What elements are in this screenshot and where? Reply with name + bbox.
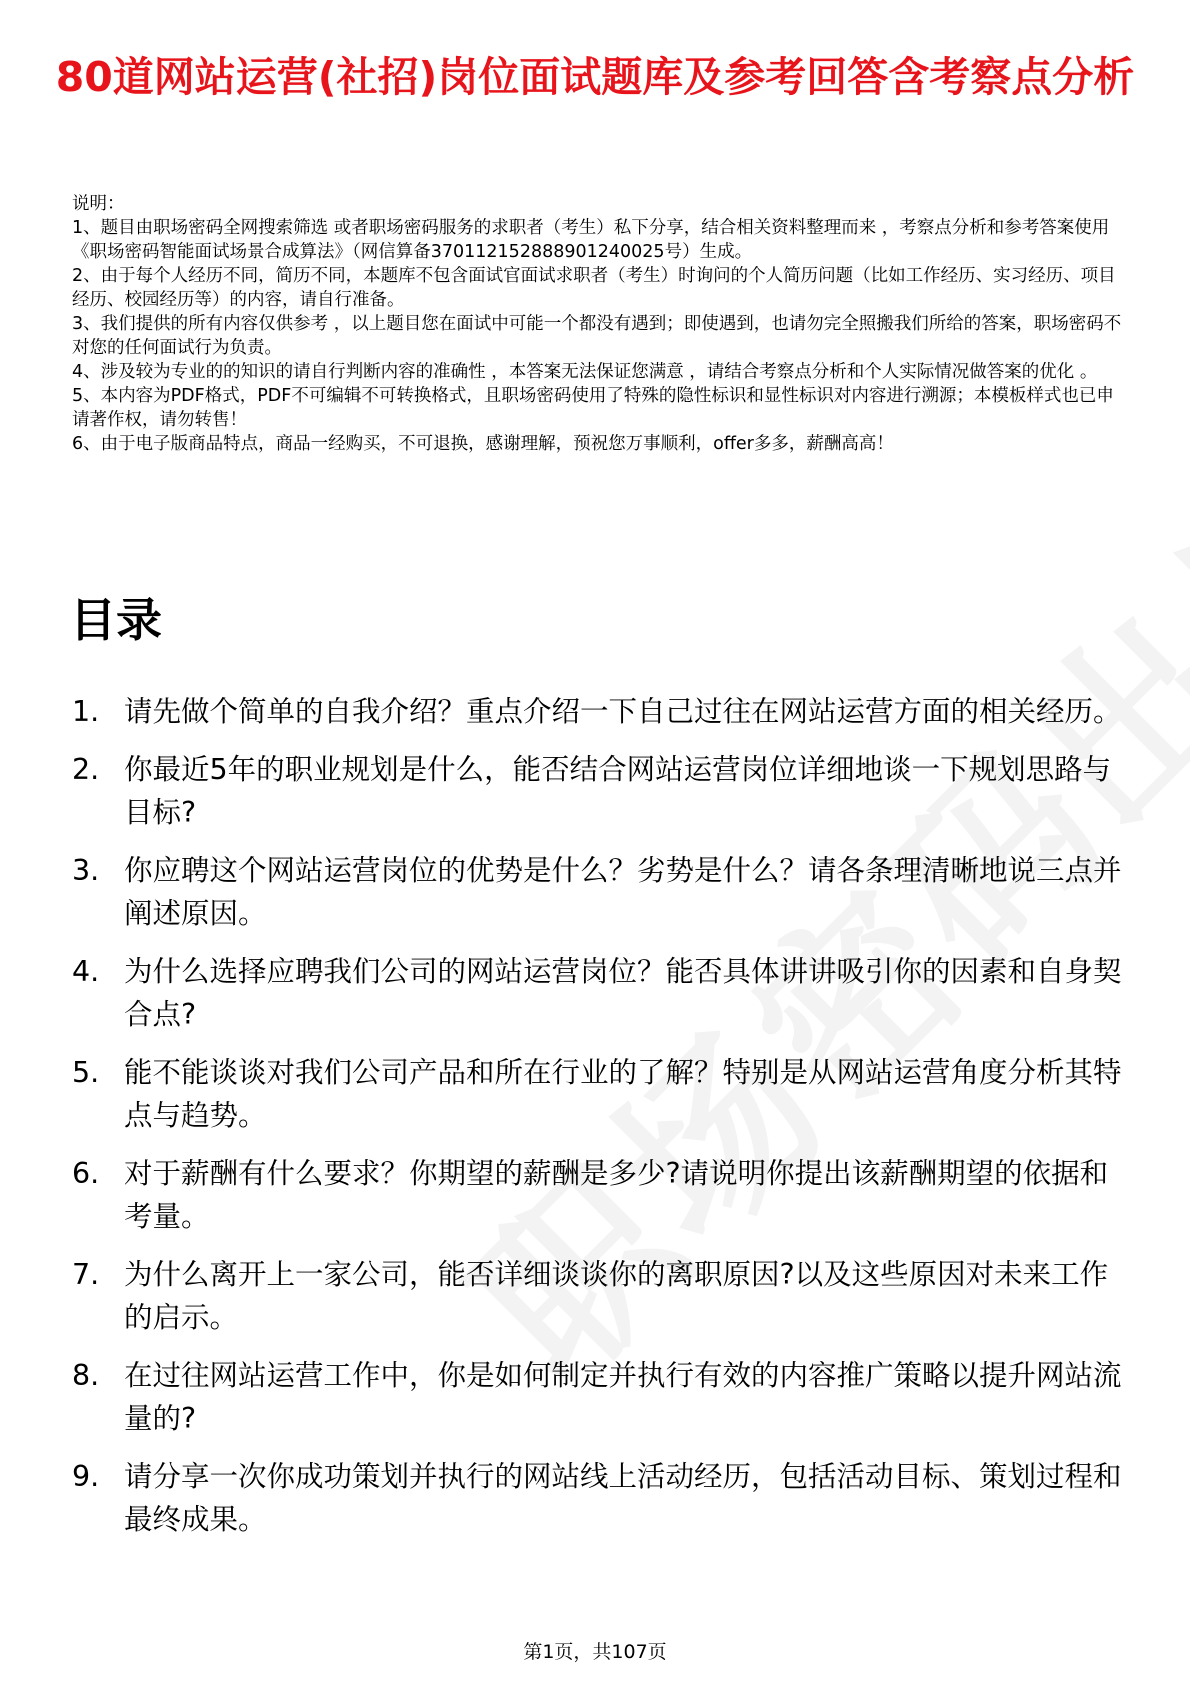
notes-heading: 说明： (72, 194, 125, 214)
question-number: 6. (72, 1157, 100, 1190)
note-item: 3、我们提供的所有内容仅供参考 ，以上题目您在面试中可能一个都没有遇到；即使遇到，也请勿完全照搬我们所给的答案，职场密码不对您的任何面试行为负责。 (72, 314, 1122, 358)
note-item: 6、由于电子版商品特点，商品一经购买，不可退换，感谢理解，预祝您万事顺利，offer多多，薪酬高高！ (72, 434, 894, 454)
question-list (72, 690, 1132, 1556)
question-item[interactable] (72, 950, 1132, 1036)
page-footer: 第1页，共107页 (523, 1641, 667, 1663)
document-title: 80道网站运营(社招)岗位面试题库及参考回答含考察点分析 (55, 53, 1135, 101)
question-text: 对于薪酬有什么要求？你期望的薪酬是多少?请说明你提出该薪酬期望的依据和考量。 (124, 1157, 1109, 1233)
question-number: 8. (72, 1359, 100, 1392)
question-number: 9. (72, 1460, 100, 1493)
question-number: 2. (72, 753, 100, 786)
question-item[interactable] (72, 690, 1132, 733)
question-number: 4. (72, 955, 100, 988)
question-item[interactable] (72, 1253, 1132, 1339)
question-item[interactable] (72, 1152, 1132, 1238)
note-item: 1、题目由职场密码全网搜索筛选 或者职场密码服务的求职者（考生）私下分享，结合相关资料整理而来 ，考察点分析和参考答案使用《职场密码智能面试场景合成算法》（网信算备370112152888901240025号）生成。 (72, 218, 1110, 262)
question-text: 能不能谈谈对我们公司产品和所在行业的了解？特别是从网站运营角度分析其特点与趋势。 (124, 1056, 1122, 1132)
question-text: 在过往网站运营工作中，你是如何制定并执行有效的内容推广策略以提升网站流量的? (124, 1359, 1122, 1435)
question-number: 3. (72, 854, 100, 887)
toc-heading: 目录 (70, 593, 162, 647)
question-text: 为什么选择应聘我们公司的网站运营岗位？能否具体讲讲吸引你的因素和自身契合点? (124, 955, 1122, 1031)
question-item[interactable] (72, 1354, 1132, 1440)
question-text: 你最近5年的职业规划是什么，能否结合网站运营岗位详细地谈一下规划思路与目标? (124, 753, 1112, 829)
question-text: 你应聘这个网站运营岗位的优势是什么？劣势是什么？请各条理清晰地说三点并阐述原因。 (124, 854, 1122, 930)
question-item[interactable] (72, 1455, 1132, 1541)
question-text: 请先做个简单的自我介绍？重点介绍一下自己过往在网站运营方面的相关经历。 (124, 695, 1122, 728)
question-number: 1. (72, 695, 100, 728)
question-number: 5. (72, 1056, 100, 1089)
question-item[interactable] (72, 849, 1132, 935)
question-number: 7. (72, 1258, 100, 1291)
question-text: 为什么离开上一家公司，能否详细谈谈你的离职原因?以及这些原因对未来工作的启示。 (124, 1258, 1109, 1334)
note-item: 2、由于每个人经历不同，简历不同，本题库不包含面试官面试求职者（考生）时询问的个人简历问题（比如工作经历、实习经历、项目经历、校园经历等）的内容，请自行准备。 (72, 266, 1116, 310)
question-item[interactable] (72, 748, 1132, 834)
question-text: 请分享一次你成功策划并执行的网站线上活动经历，包括活动目标、策划过程和最终成果。 (124, 1460, 1122, 1536)
notes-section (72, 192, 1122, 456)
question-item[interactable] (72, 1051, 1132, 1137)
note-item: 5、本内容为PDF格式，PDF不可编辑不可转换格式，且职场密码使用了特殊的隐性标识和显性标识对内容进行溯源；本模板样式也已申请著作权，请勿转售！ (72, 386, 1114, 430)
note-item: 4、涉及较为专业的的知识的请自行判断内容的准确性 ，本答案无法保证您满意 ，请结合考察点分析和个人实际情况做答案的优化 。 (72, 362, 1098, 382)
